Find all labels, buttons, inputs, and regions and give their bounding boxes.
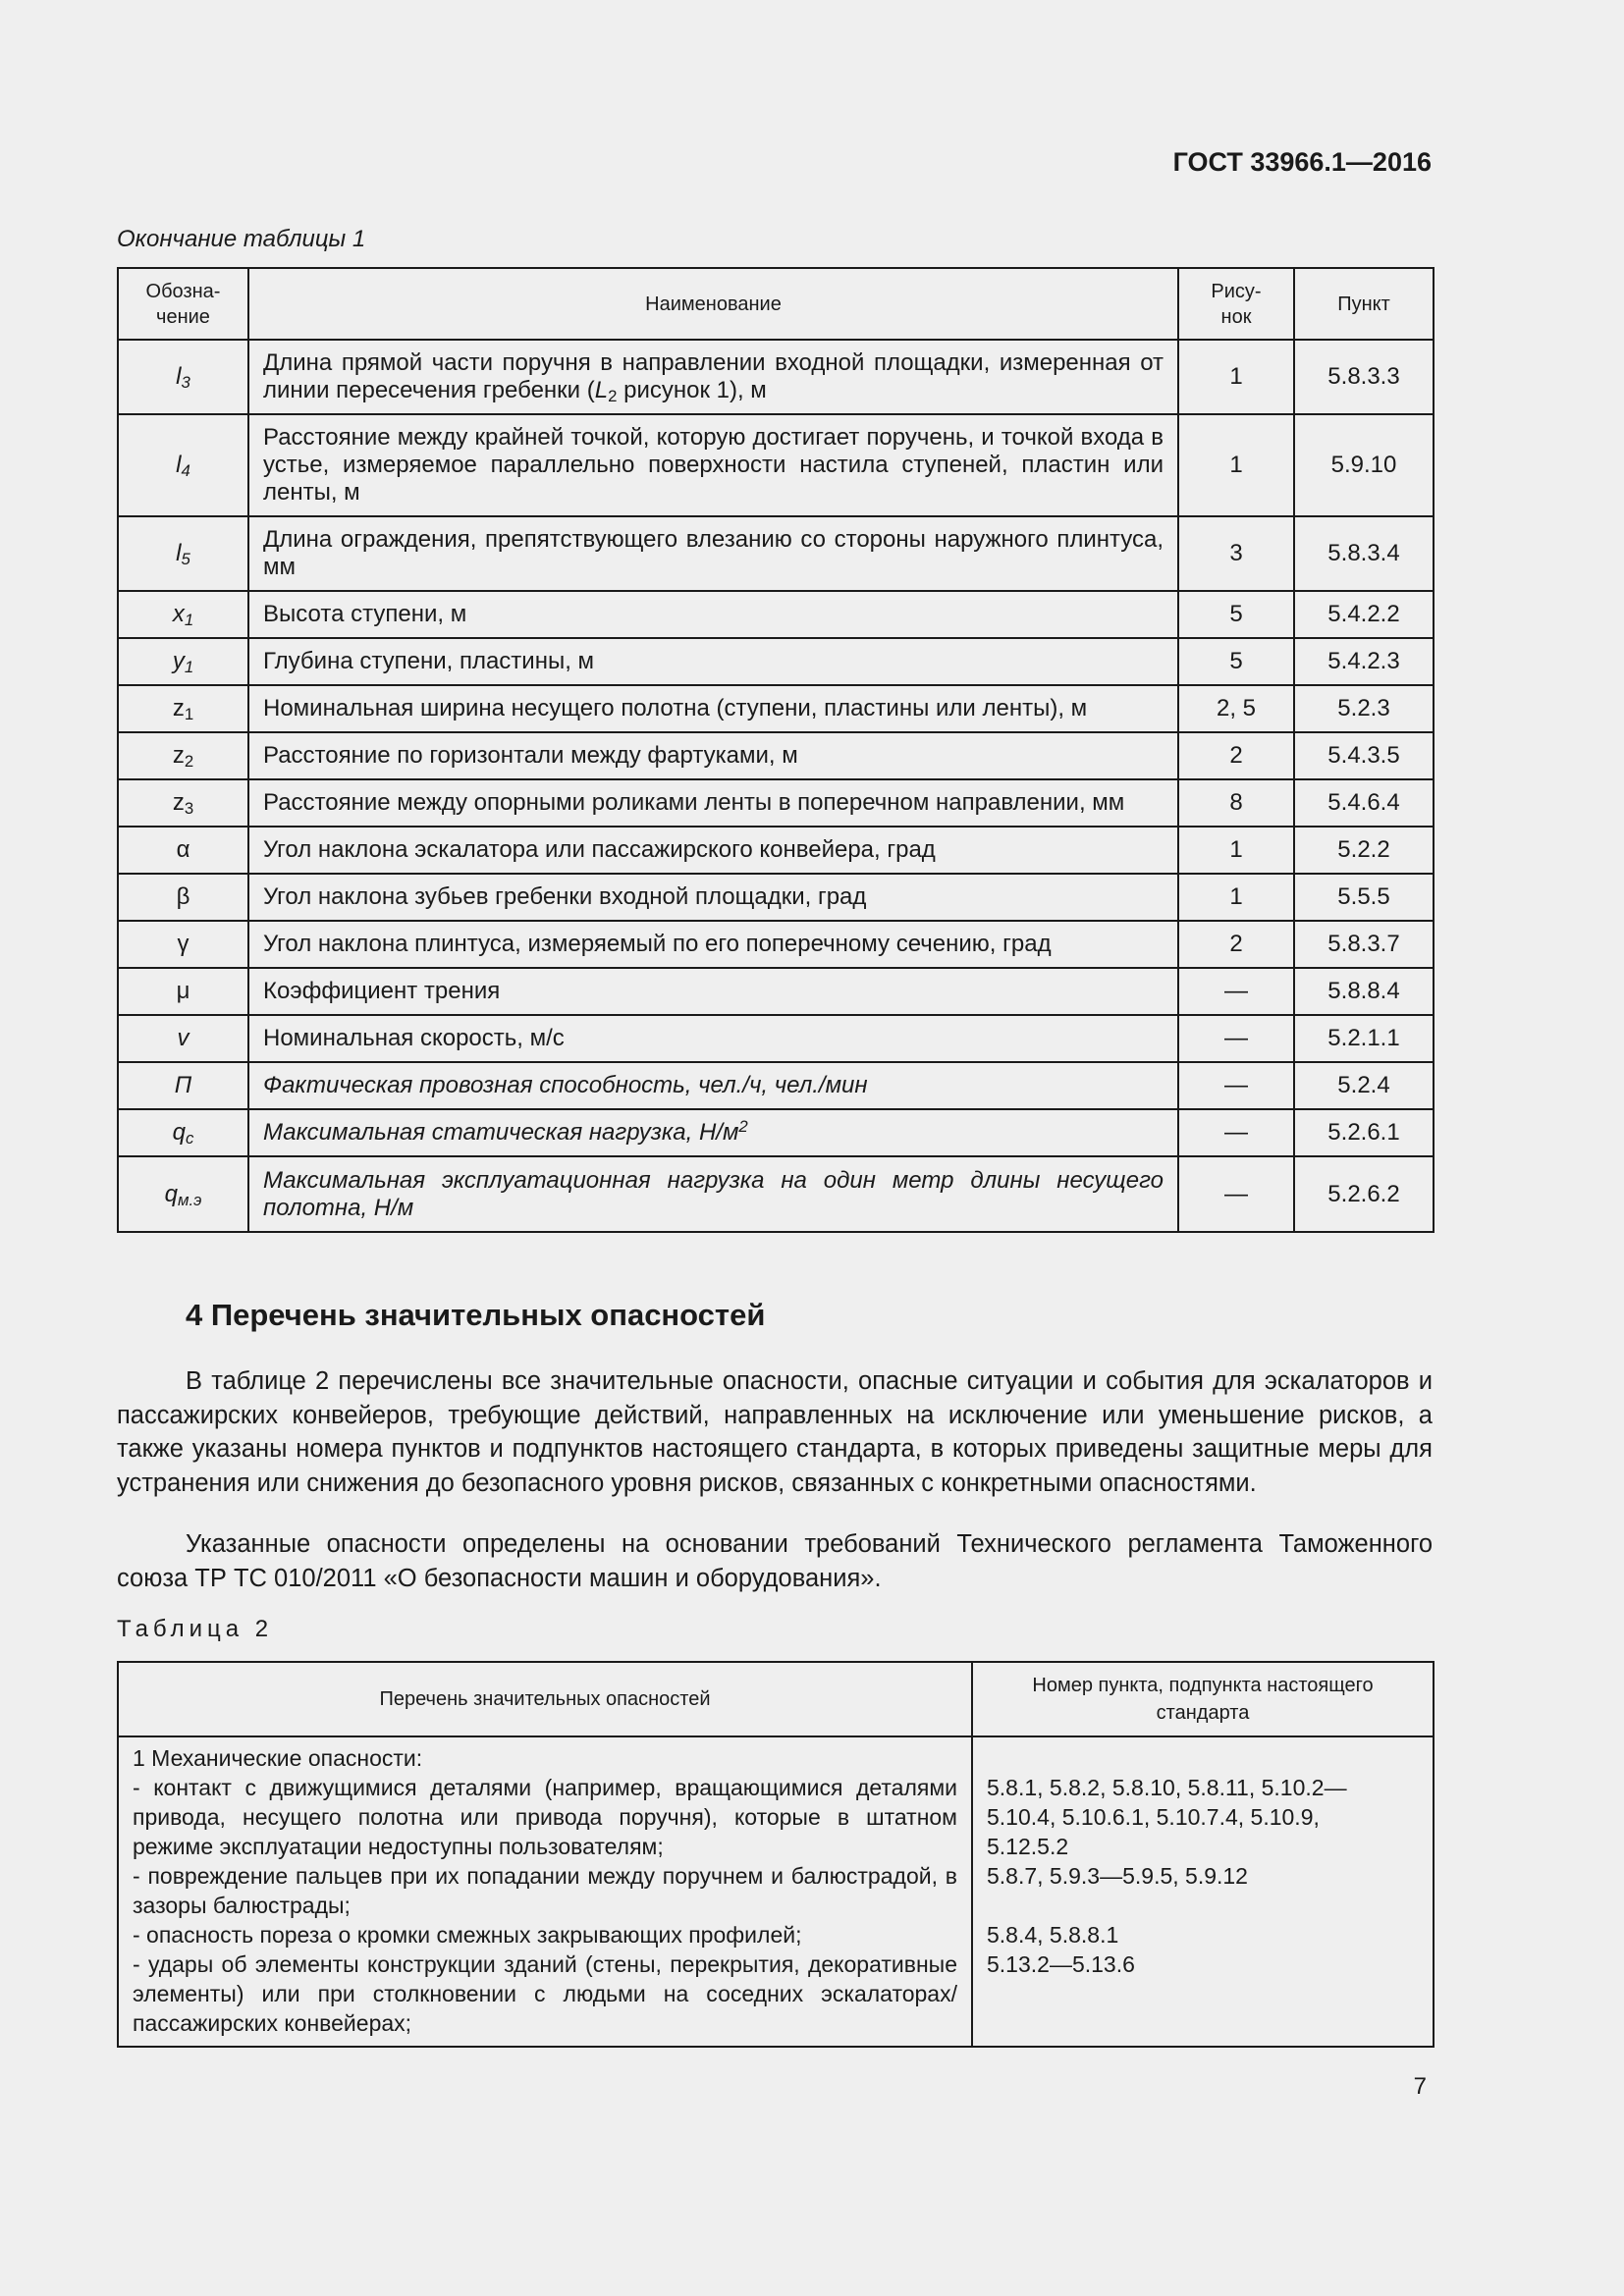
clause-cell: 5.2.6.2 bbox=[1294, 1156, 1434, 1232]
name-cell: Угол наклона плинтуса, измеряемый по его поперечному сечению, град bbox=[248, 921, 1178, 968]
clause-ref: 5.12.5.2 bbox=[987, 1834, 1069, 1859]
table-row bbox=[118, 1062, 1434, 1109]
name-cell: Коэффициент трения bbox=[248, 968, 1178, 1015]
figure-cell: 1 bbox=[1178, 414, 1294, 516]
symbol-cell: α bbox=[118, 827, 248, 874]
table-row bbox=[118, 340, 1434, 414]
figure-cell: 8 bbox=[1178, 779, 1294, 827]
hazard-heading: 1 Механические опасности: bbox=[133, 1745, 423, 1771]
table-row bbox=[118, 779, 1434, 827]
table2-header-row bbox=[118, 1662, 1434, 1736]
table2-caption: Таблица 2 bbox=[117, 1616, 274, 1642]
clause-cell: 5.4.2.2 bbox=[1294, 591, 1434, 638]
clauses-cell bbox=[972, 1736, 1434, 2047]
symbol-cell: v bbox=[118, 1015, 248, 1062]
hazard-item: - удары об элементы конструкции зданий (стены, перекрытия, декоративные элементы) или при столкновении с людьми на соседних эскалаторах/пассажирских конвейерах; bbox=[133, 1951, 957, 2036]
figure-cell: 2 bbox=[1178, 921, 1294, 968]
figure-cell: 1 bbox=[1178, 340, 1294, 414]
table1-header-row bbox=[118, 268, 1434, 340]
name-cell: Расстояние между опорными роликами ленты в поперечном направлении, мм bbox=[248, 779, 1178, 827]
clause-cell: 5.2.6.1 bbox=[1294, 1109, 1434, 1156]
clause-cell: 5.2.3 bbox=[1294, 685, 1434, 732]
clause-ref: 5.10.4, 5.10.6.1, 5.10.7.4, 5.10.9, bbox=[987, 1804, 1320, 1830]
table-row bbox=[118, 1156, 1434, 1232]
hazards-table bbox=[117, 1661, 1435, 2048]
name-cell: Максимальная статическая нагрузка, $Н/м^2$ bbox=[248, 1109, 1178, 1156]
figure-cell: 5 bbox=[1178, 638, 1294, 685]
figure-cell: — bbox=[1178, 1015, 1294, 1062]
table-row bbox=[118, 1015, 1434, 1062]
name-cell: Фактическая провозная способность, чел./ч, чел./мин bbox=[248, 1062, 1178, 1109]
hazard-item: - контакт с движущимися деталями (например, вращающимися деталями привода, несущего полотна или привода поручня), которые в штатном режиме эксплуатации недоступны пользователям; bbox=[133, 1775, 957, 1859]
symbol-cell: $l_4$ bbox=[118, 414, 248, 516]
symbol-cell: $l_3$ bbox=[118, 340, 248, 414]
hazard-item: - опасность пореза о кромки смежных закрывающих профилей; bbox=[133, 1922, 802, 1948]
header-hazards: Перечень значительных опасностей bbox=[118, 1662, 972, 1736]
symbol-cell: $z_3$ bbox=[118, 779, 248, 827]
header-clause: Пункт bbox=[1294, 268, 1434, 340]
figure-cell: 2 bbox=[1178, 732, 1294, 779]
table-row bbox=[118, 732, 1434, 779]
clause-cell: 5.2.2 bbox=[1294, 827, 1434, 874]
figure-cell: — bbox=[1178, 1156, 1294, 1232]
clause-cell: 5.2.4 bbox=[1294, 1062, 1434, 1109]
clause-ref: 5.13.2—5.13.6 bbox=[987, 1951, 1135, 1977]
symbol-cell: β bbox=[118, 874, 248, 921]
symbols-table bbox=[117, 267, 1435, 1233]
clause-cell: 5.4.6.4 bbox=[1294, 779, 1434, 827]
table-row bbox=[118, 638, 1434, 685]
clause-ref: 5.8.4, 5.8.8.1 bbox=[987, 1922, 1119, 1948]
figure-cell: 1 bbox=[1178, 874, 1294, 921]
table-row bbox=[118, 874, 1434, 921]
page-number: 7 bbox=[1413, 2073, 1427, 2100]
clause-cell: 5.5.5 bbox=[1294, 874, 1434, 921]
table-row bbox=[118, 1736, 1434, 2047]
standard-number: ГОСТ 33966.1—2016 bbox=[1172, 147, 1432, 177]
name-cell: Угол наклона эскалатора или пассажирского конвейера, град bbox=[248, 827, 1178, 874]
table-row bbox=[118, 921, 1434, 968]
name-cell: Глубина ступени, пластины, м bbox=[248, 638, 1178, 685]
symbol-cell: $y_1$ bbox=[118, 638, 248, 685]
clause-ref: 5.8.1, 5.8.2, 5.8.10, 5.8.11, 5.10.2— bbox=[987, 1775, 1347, 1800]
paragraph: В таблице 2 перечислены все значительные опасности, опасные ситуации и события для эскалаторов и пассажирских конвейеров, требующие действий, направленных на исключение или уменьшение рисков, а также указаны номера пунктов и подпунктов настоящего стандарта, в которых приведены защитные меры для устранения или снижения до безопасного уровня рисков, связанных с конкретными опасностями. bbox=[117, 1367, 1433, 1497]
symbol-cell: μ bbox=[118, 968, 248, 1015]
name-cell: Угол наклона зубьев гребенки входной площадки, град bbox=[248, 874, 1178, 921]
figure-cell: 1 bbox=[1178, 827, 1294, 874]
clause-cell: 5.8.8.4 bbox=[1294, 968, 1434, 1015]
symbol-cell: $q_{м.э}$ bbox=[118, 1156, 248, 1232]
table-row bbox=[118, 827, 1434, 874]
table-row bbox=[118, 414, 1434, 516]
clause-cell: 5.8.3.4 bbox=[1294, 516, 1434, 591]
symbol-cell: $z_2$ bbox=[118, 732, 248, 779]
clause-cell: 5.2.1.1 bbox=[1294, 1015, 1434, 1062]
figure-cell: 3 bbox=[1178, 516, 1294, 591]
clause-cell: 5.8.3.3 bbox=[1294, 340, 1434, 414]
header-name: Наименование bbox=[248, 268, 1178, 340]
name-cell: Номинальная скорость, м/с bbox=[248, 1015, 1178, 1062]
symbol-cell: $q_c$ bbox=[118, 1109, 248, 1156]
table-row bbox=[118, 685, 1434, 732]
symbol-cell: $x_1$ bbox=[118, 591, 248, 638]
header-figure: Рису- нок bbox=[1178, 268, 1294, 340]
clause-cell: 5.9.10 bbox=[1294, 414, 1434, 516]
table-row bbox=[118, 1109, 1434, 1156]
table-row bbox=[118, 968, 1434, 1015]
table-row bbox=[118, 516, 1434, 591]
symbol-cell: $l_5$ bbox=[118, 516, 248, 591]
figure-cell: — bbox=[1178, 968, 1294, 1015]
header-symbol: Обозна- чение bbox=[118, 268, 248, 340]
name-cell: Высота ступени, м bbox=[248, 591, 1178, 638]
clause-cell: 5.4.2.3 bbox=[1294, 638, 1434, 685]
clause-cell: 5.8.3.7 bbox=[1294, 921, 1434, 968]
section-title: 4 Перечень значительных опасностей bbox=[186, 1298, 766, 1332]
name-cell: Номинальная ширина несущего полотна (ступени, пластины или ленты), м bbox=[248, 685, 1178, 732]
name-cell: Расстояние по горизонтали между фартуками, м bbox=[248, 732, 1178, 779]
figure-cell: — bbox=[1178, 1062, 1294, 1109]
symbol-cell: γ bbox=[118, 921, 248, 968]
symbol-cell: $z_1$ bbox=[118, 685, 248, 732]
symbol-cell: П bbox=[118, 1062, 248, 1109]
header-clauses: Номер пункта, подпункта настоящего стандарта bbox=[972, 1662, 1434, 1736]
clause-cell: 5.4.3.5 bbox=[1294, 732, 1434, 779]
name-cell: Длина прямой части поручня в направлении входной площадки, измеренная от линии пересечения гребенки ($L_2$ рисунок 1), м bbox=[248, 340, 1178, 414]
figure-cell: — bbox=[1178, 1109, 1294, 1156]
paragraph: Указанные опасности определены на основании требований Технического регламента Таможенного союза ТР ТС 010/2011 «О безопасности машин и оборудования». bbox=[117, 1530, 1433, 1592]
name-cell: Максимальная эксплуатационная нагрузка на один метр длины несущего полотна, Н/м bbox=[248, 1156, 1178, 1232]
table1-caption: Окончание таблицы 1 bbox=[117, 226, 366, 252]
clause-ref: 5.8.7, 5.9.3—5.9.5, 5.9.12 bbox=[987, 1863, 1248, 1889]
hazard-item: - повреждение пальцев при их попадании между поручнем и балюстрадой, в зазоры балюстрады; bbox=[133, 1863, 957, 1918]
figure-cell: 5 bbox=[1178, 591, 1294, 638]
figure-cell: 2, 5 bbox=[1178, 685, 1294, 732]
name-cell: Расстояние между крайней точкой, которую достигает поручень, и точкой входа в устье, измеряемое параллельно поверхности настила ступеней, пластин или ленты, м bbox=[248, 414, 1178, 516]
hazards-cell bbox=[118, 1736, 972, 2047]
table-row bbox=[118, 591, 1434, 638]
name-cell: Длина ограждения, препятствующего влезанию со стороны наружного плинтуса, мм bbox=[248, 516, 1178, 591]
